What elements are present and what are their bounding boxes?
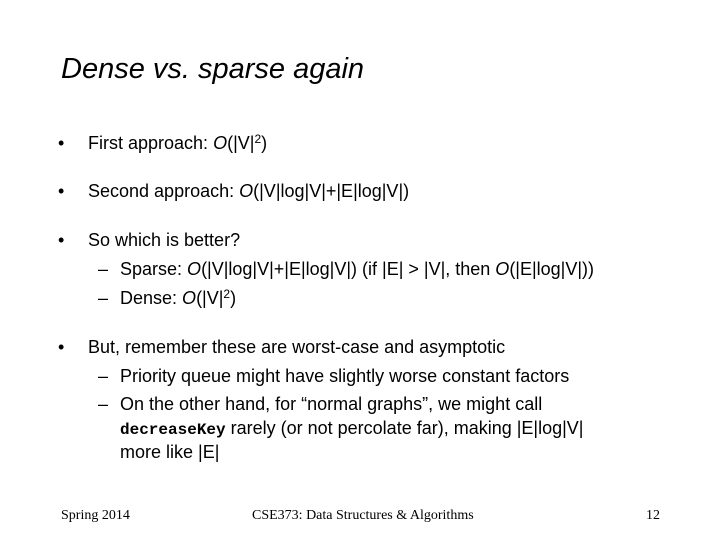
bullet-text: But, remember these are worst-case and asymptotic <box>88 337 506 357</box>
sub-bullet-text: Sparse: <box>120 259 188 279</box>
expression-close: ) <box>230 288 237 308</box>
sub-bullet-marker: – <box>98 259 109 279</box>
code-decreasekey: decreaseKey <box>120 421 226 439</box>
sub-bullet-continuation <box>120 418 583 440</box>
bullet-second-approach <box>58 181 409 201</box>
bullet-text: First approach: <box>88 133 214 153</box>
exponent: 2 <box>223 287 231 301</box>
bullet-marker: • <box>58 133 65 153</box>
sub-bullet-text: more like |E| <box>120 442 220 462</box>
bullet-text: Second approach: <box>88 181 240 201</box>
expression: (|V|log|V|+|E|log|V|) <box>253 181 410 201</box>
sub-bullet-dense <box>98 288 236 308</box>
footer-course: CSE373: Data Structures & Algorithms <box>252 508 474 523</box>
sub-bullet-text: Priority queue might have slightly worse constant factors <box>120 366 570 386</box>
sub-bullet-sparse <box>98 259 594 279</box>
bullet-first-approach <box>58 133 267 153</box>
bullet-marker: • <box>58 230 65 250</box>
sub-bullet-marker: – <box>98 366 109 386</box>
big-o: O <box>239 181 254 201</box>
expression: (|V| <box>227 133 255 153</box>
big-o: O <box>182 288 197 308</box>
sub-bullet-text: On the other hand, for “normal graphs”, we might call <box>120 394 543 414</box>
footer-term: Spring 2014 <box>61 508 130 523</box>
sub-bullet-continuation <box>120 442 219 462</box>
expression: (|V| <box>196 288 224 308</box>
bullet-marker: • <box>58 337 65 357</box>
sub-bullet-text: rarely (or not percolate far), making |E|log|V| <box>225 418 584 438</box>
bullet-text: So which is better? <box>88 230 241 250</box>
big-o: O <box>495 259 510 279</box>
expression: (|V|log|V|+|E|log|V|) (if |E| > |V|, then <box>201 259 496 279</box>
big-o: O <box>213 133 228 153</box>
footer-slide-number: 12 <box>646 508 660 523</box>
sub-bullet-priority-queue <box>98 366 569 386</box>
sub-bullet-normal-graphs <box>98 394 542 414</box>
expression: (|E|log|V|)) <box>509 259 595 279</box>
expression-close: ) <box>261 133 268 153</box>
sub-bullet-marker: – <box>98 394 109 414</box>
sub-bullet-marker: – <box>98 288 109 308</box>
bullet-remember <box>58 337 505 357</box>
slide-title: Dense vs. sparse again <box>61 53 365 85</box>
exponent: 2 <box>254 132 262 146</box>
bullet-which-better <box>58 230 240 250</box>
sub-bullet-text: Dense: <box>120 288 183 308</box>
bullet-marker: • <box>58 181 65 201</box>
big-o: O <box>187 259 202 279</box>
